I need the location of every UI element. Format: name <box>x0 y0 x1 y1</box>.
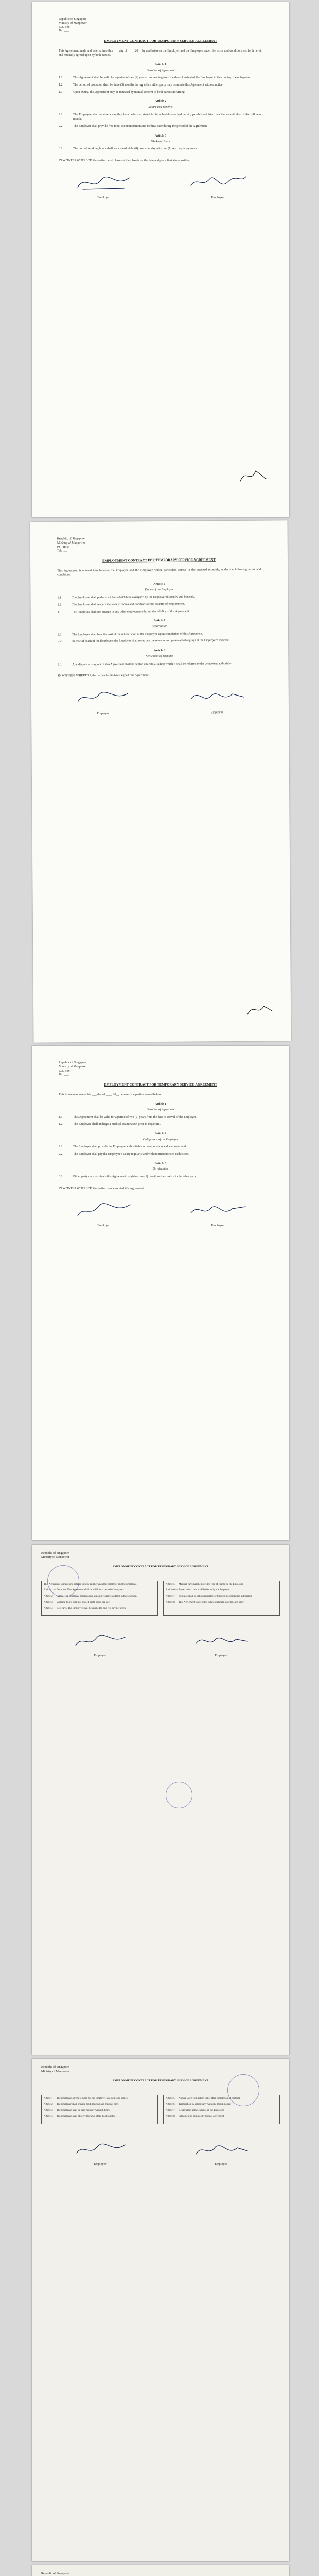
right-column <box>163 2095 280 2124</box>
employee-signature-image <box>187 1200 249 1221</box>
clause-number: 1.1 <box>59 76 63 80</box>
paragraph: Article 6 — Termination by either party with one month notice. <box>166 2103 232 2106</box>
employer-signature-block <box>58 687 148 716</box>
clause-number: 2.1 <box>57 633 62 637</box>
clause-text: The normal working hours shall not exceed eight (8) hours per day with one (1) rest day every week. <box>73 147 198 151</box>
header-line: Republic of Singapore <box>41 1552 69 1555</box>
clause <box>59 1115 262 1120</box>
clause <box>58 631 261 637</box>
document-title: EMPLOYMENT CONTRACT FOR TEMPORARY SERVICE AGREEMENT <box>102 558 216 563</box>
paragraph: Article 2 — The Employer shall provide food, lodging and medical care. <box>44 2103 119 2106</box>
clause-text: Either party may terminate this Agreement by giving one (1) month written notice to the other party. <box>73 1175 197 1179</box>
article-heading: Article 3 <box>154 134 167 138</box>
letterhead <box>41 2066 280 2074</box>
employee-signature-image <box>193 1632 250 1651</box>
paragraph: Article 2 — Salary. The Employee shall receive a monthly salary as stated in the schedule. <box>44 1595 137 1598</box>
clause-number: 2.2 <box>58 640 62 643</box>
header-line: P.O. Box: ___ <box>59 1069 76 1073</box>
document-page-4 <box>32 1545 289 2055</box>
paragraph: Article 6 — Repatriation costs shall be borne by the Employer. <box>166 1589 231 1592</box>
article-heading: Article 1 <box>153 582 165 586</box>
header-line: Republic of Singapore <box>41 2572 69 2575</box>
right-column <box>163 1581 280 1616</box>
signature-row <box>59 173 262 200</box>
intro-paragraph: This Agreement is entered into between the Employer and the Employee whose particulars appear in the attached schedule, under the following terms and conditions. <box>57 568 261 577</box>
employer-signature-image <box>72 1632 128 1651</box>
document-page-2 <box>30 520 291 1042</box>
signature-label: Employer <box>97 196 110 200</box>
clause-text: The Employee shall respect the laws, customs and traditions of the country of employment. <box>72 602 185 607</box>
paragraph: Article 5 — Annual leave with return ticket after completion of contract. <box>166 2097 241 2100</box>
article-heading: Article 3 <box>154 1162 167 1165</box>
clause <box>59 90 262 95</box>
clause-text: The Employer shall pay the Employee's salary regularly and without unauthorised deductions. <box>73 1153 190 1156</box>
clause-text: The Employer shall provide free food, accommodation and medical care during the period of the Agreement. <box>73 125 208 128</box>
clause <box>59 83 262 88</box>
clause-text: In case of death of the Employee, the Employer shall repatriate the remains and personal belongings at the Employer's expense. <box>72 639 230 643</box>
employee-signature-block <box>173 1632 269 1657</box>
clause <box>59 1122 262 1127</box>
clause-text: The Employee shall receive a monthly basic salary as stated in the schedule attached hereto, payable not later than the seventh day of the following month. <box>73 113 262 121</box>
article-subheading: Duties of the Employee <box>145 588 174 591</box>
article-subheading: Settlement of Disputes <box>146 654 174 658</box>
signature-label: Employee <box>215 2162 227 2166</box>
letterhead <box>59 18 262 33</box>
header-line: Tel: ___ <box>59 1073 69 1077</box>
article-subheading: Salary and Benefits <box>148 106 173 109</box>
document-page-3 <box>32 1046 289 1540</box>
clause <box>59 1175 262 1179</box>
article-subheading: Repatriation <box>151 625 168 629</box>
clause <box>59 1152 262 1157</box>
employee-signature-block <box>173 173 262 200</box>
employee-signature-block <box>173 1200 262 1228</box>
signature-row <box>32 1632 289 1657</box>
clause-text: The Employee shall perform all household duties assigned by the Employer diligently and honestly. <box>72 595 196 600</box>
clause-number: 1.2 <box>57 603 62 607</box>
clause-number: 3.1 <box>59 1175 63 1179</box>
clause-number: 2.2 <box>59 1153 63 1156</box>
signature-label: Employee <box>210 710 224 714</box>
header-line: Ministry of Manpower <box>59 21 87 25</box>
document-page-6 <box>32 2565 289 2576</box>
header-line: Ministry of Manpower <box>41 2070 69 2073</box>
header-line: Republic of Singapore <box>57 537 85 541</box>
paragraph: This Agreement is made and entered into by and between the Employer and the Employee. <box>44 1583 137 1586</box>
signature-label: Employee <box>215 1654 227 1658</box>
signature-label: Employer <box>97 711 110 715</box>
paragraph: Article 5 — Medical care shall be provided free of charge by the Employer. <box>166 1583 244 1586</box>
header-line: P.O. Box: ___ <box>57 545 75 549</box>
document-page-1 <box>32 2 289 517</box>
employer-signature-block <box>52 1632 148 1657</box>
paragraph: Article 3 — Working hours shall not exceed eight hours per day. <box>44 1601 110 1604</box>
signature-label: Employee <box>211 1224 224 1228</box>
employee-signature-block <box>173 2141 269 2166</box>
signature-row <box>32 2141 289 2166</box>
header-line: Ministry of Manpower <box>59 1065 87 1069</box>
document-title: EMPLOYMENT CONTRACT FOR TEMPORARY SERVICE AGREEMENT <box>113 1565 208 1568</box>
clause <box>59 147 262 151</box>
signature-label: Employer <box>97 1224 110 1228</box>
clause-text: This Agreement shall be valid for a period of two (2) years commencing from the date of arrival of the Employee in the country of employment. <box>73 76 252 80</box>
letterhead <box>41 2572 280 2576</box>
clause-number: 1.1 <box>57 596 62 600</box>
signature-row <box>59 1200 262 1228</box>
clause <box>58 638 261 644</box>
article-heading: Article 1 <box>154 63 167 66</box>
signature-row <box>58 687 262 716</box>
signature-label: Employee <box>211 196 224 200</box>
employee-signature-image <box>187 173 249 193</box>
clause-number: 3.1 <box>58 663 62 666</box>
clause-number: 1.2 <box>59 1123 63 1126</box>
clause-number: 1.1 <box>59 1115 63 1119</box>
clause <box>57 595 261 600</box>
employer-signature-block <box>52 2141 148 2166</box>
employee-signature-image <box>193 2141 250 2159</box>
header-line: Tel: ___ <box>59 29 69 33</box>
clause-text: The period of probation shall be three (3) months during which either party may terminate this Agreement without notice. <box>73 83 224 87</box>
document-title: EMPLOYMENT CONTRACT FOR TEMPORARY SERVICE AGREEMENT <box>104 1083 217 1087</box>
official-stamp <box>47 1565 79 1597</box>
header-line: Republic of Singapore <box>41 2066 69 2069</box>
clause-number: 2.1 <box>59 113 63 116</box>
intro-paragraph: This Agreement made and entered into this ___ day of ____ 20__ by and between the Employer and the Employee under the terms and conditions set forth herein and mutually agreed upon by both parties. <box>59 49 262 57</box>
header-line: P.O. Box: ___ <box>59 25 76 29</box>
initials-mark <box>244 999 275 1020</box>
clause-number: 3.1 <box>59 147 63 151</box>
closing-paragraph: IN WITNESS WHEREOF, the parties have executed this Agreement. <box>59 1187 145 1190</box>
document-title: EMPLOYMENT CONTRACT FOR TEMPORARY SERVICE AGREEMENT <box>104 39 217 43</box>
article-subheading: Duration of Agreement <box>146 1108 175 1111</box>
clause <box>59 113 262 122</box>
closing-paragraph: IN WITNESS WHEREOF, the parties hereto have set their hands on the date and place first above written. <box>59 159 191 162</box>
header-line: Republic of Singapore <box>59 18 86 21</box>
clause <box>58 602 261 607</box>
paragraph: Article 7 — Disputes shall be settled amicably or through the competent authorities. <box>166 1595 253 1598</box>
official-stamp <box>166 1782 192 1808</box>
left-column <box>41 2095 158 2124</box>
signature-label: Employer <box>94 2162 107 2166</box>
article-heading: Article 2 <box>154 1132 167 1136</box>
article-heading: Article 2 <box>154 100 167 104</box>
clause <box>59 1145 262 1149</box>
employer-signature-image <box>73 1200 134 1221</box>
initials-mark <box>238 466 269 486</box>
clause-number: 2.1 <box>59 1145 63 1149</box>
header-line: Republic of Singapore <box>59 1061 86 1064</box>
employer-signature-image <box>72 2141 128 2159</box>
paragraph: Article 1 — The Employee agrees to work for the Employer as a domestic helper. <box>44 2097 128 2100</box>
employee-signature-image <box>186 687 248 708</box>
clause-number: 2.2 <box>59 125 63 128</box>
paragraph: Article 4 — Rest days. The Employee shall be entitled to one rest day per week. <box>44 1607 127 1610</box>
official-stamp <box>227 2074 259 2106</box>
employer-signature-block <box>59 1200 148 1228</box>
document-page-5 <box>32 2059 289 2561</box>
document-title: EMPLOYMENT CONTRACT FOR TEMPORARY SERVICE AGREEMENT <box>113 2079 208 2082</box>
clause-text: The Employer shall provide the Employee with suitable accommodation and adequate food. <box>73 1145 187 1149</box>
letterhead <box>59 1061 262 1077</box>
paragraph: Article 7 — Repatriation at the expense of the Employer. <box>166 2109 225 2112</box>
header-line: Tel: ___ <box>57 549 67 553</box>
article-heading: Article 2 <box>153 619 165 623</box>
clause-number: 1.3 <box>59 90 63 94</box>
clause-text: Upon expiry, this Agreement may be renewed by mutual consent of both parties in writing. <box>73 90 186 94</box>
clause-text: This Agreement shall be valid for a period of two (2) years from the date of arrival of the Employee. <box>73 1115 197 1119</box>
clause <box>59 124 262 129</box>
clause-text: Any dispute arising out of this Agreement shall be settled amicably, failing which it shall be referred to the competent authorities. <box>72 662 233 666</box>
article-subheading: Obligations of the Employer <box>143 1138 179 1141</box>
clause-number: 1.2 <box>59 83 63 87</box>
article-heading: Article 3 <box>154 649 166 653</box>
employee-signature-block <box>172 687 262 716</box>
article-subheading: Termination <box>153 1167 168 1171</box>
paragraph: Article 3 — The Employee shall be paid monthly without delay. <box>44 2109 110 2112</box>
signature-label: Employer <box>94 1654 107 1658</box>
paragraph: Article 1 — Duration. This Agreement shall be valid for a period of two years. <box>44 1589 125 1592</box>
header-line: Ministry of Manpower <box>57 541 85 545</box>
employer-signature-image <box>73 173 134 193</box>
intro-paragraph: This Agreement made this ___ day of ____ 20__ between the parties named below. <box>59 1093 162 1096</box>
clause <box>58 608 261 614</box>
clause-text: The Employee shall not engage in any other employment during the validity of this Agreement. <box>72 609 190 614</box>
clause <box>58 661 261 667</box>
article-subheading: Working Hours <box>151 140 170 143</box>
paragraph: Article 8 — This Agreement is executed in two originals, one for each party. <box>166 1601 245 1604</box>
clause-text: The Employer shall bear the cost of the return ticket of the Employee upon completion of this Agreement. <box>72 632 203 636</box>
clause-text: The Employee shall undergo a medical examination prior to departure. <box>73 1123 161 1126</box>
clause-number: 1.3 <box>57 611 62 614</box>
letterhead <box>57 536 261 554</box>
clause <box>59 76 262 80</box>
employer-signature-image <box>72 687 134 708</box>
header-line: Ministry of Manpower <box>41 1555 69 1559</box>
article-heading: Article 1 <box>154 1103 167 1106</box>
paragraph: Article 4 — The Employee shall observe the laws of the host country. <box>44 2115 116 2118</box>
article-subheading: Duration of Agreement <box>146 69 175 72</box>
closing-paragraph: IN WITNESS WHEREOF, the parties hereto have signed this Agreement. <box>58 674 150 678</box>
letterhead <box>41 1552 280 1560</box>
paragraph: Article 8 — Settlement of disputes by mutual agreement. <box>166 2115 225 2118</box>
employer-signature-block <box>59 173 148 200</box>
